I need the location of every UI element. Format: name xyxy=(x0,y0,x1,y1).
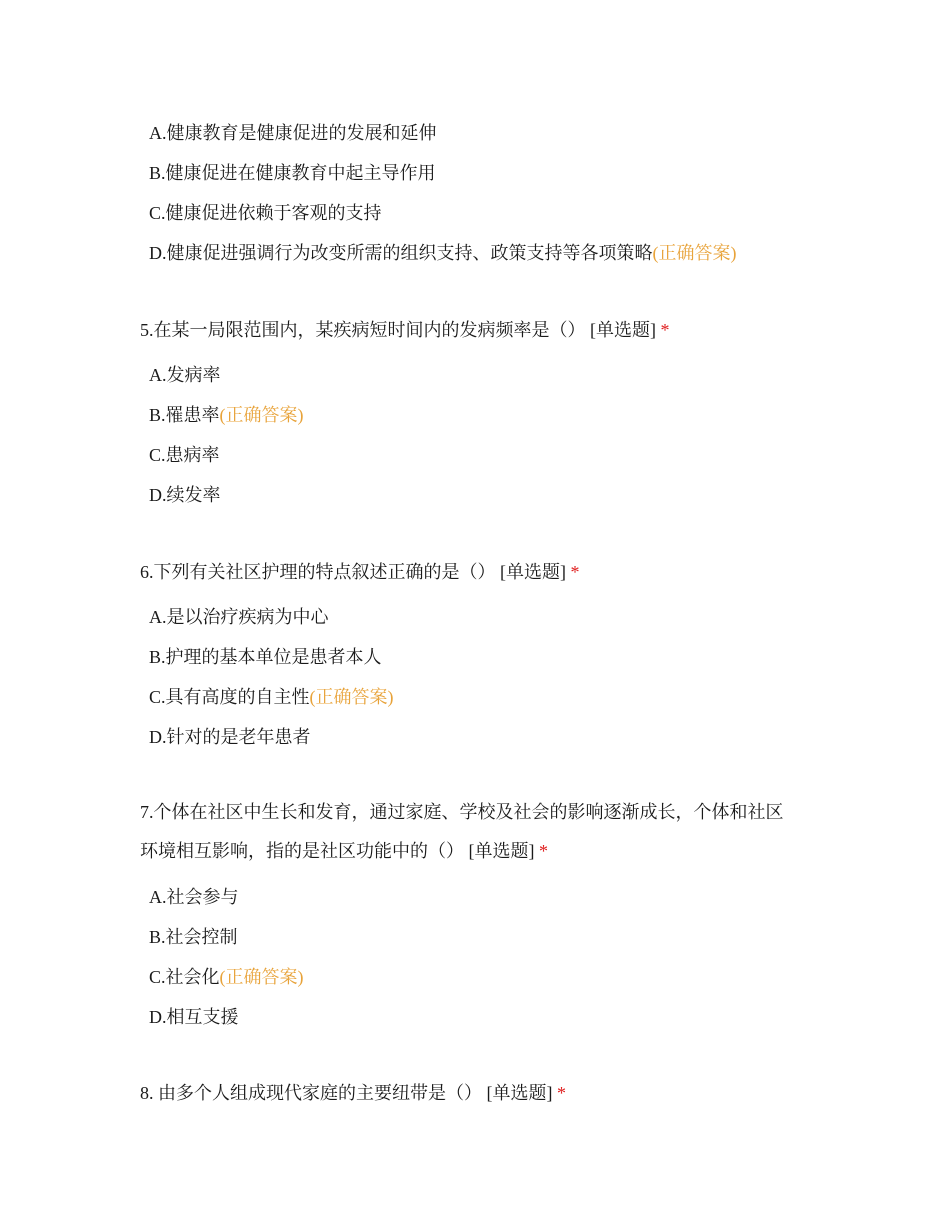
required-asterisk: * xyxy=(570,562,580,582)
required-asterisk: * xyxy=(539,841,548,861)
q4-option-c xyxy=(149,201,382,225)
required-asterisk: * xyxy=(557,1083,566,1103)
question-7-title-line-2 xyxy=(140,839,548,863)
option-text: A.发病率 xyxy=(149,365,221,385)
option-text: A.健康教育是健康促进的发展和延伸 xyxy=(149,123,437,143)
question-text: 7.个体在社区中生长和发育，通过家庭、学校及社会的影响逐渐成长，个体和社区 xyxy=(140,802,784,822)
q5-option-a xyxy=(149,363,221,387)
option-text: B.社会控制 xyxy=(149,927,238,947)
correct-answer-mark: (正确答案) xyxy=(309,687,394,707)
question-6-title xyxy=(140,560,580,584)
option-text: D.相互支援 xyxy=(149,1007,239,1027)
question-5-title xyxy=(140,318,670,342)
option-text: D.针对的是老年患者 xyxy=(149,727,311,747)
q4-option-a xyxy=(149,121,437,145)
correct-answer-mark: (正确答案) xyxy=(219,967,304,987)
q7-option-c xyxy=(149,965,304,989)
option-text: A.是以治疗疾病为中心 xyxy=(149,607,329,627)
q4-option-d xyxy=(149,241,737,265)
q5-option-d xyxy=(149,483,221,507)
correct-answer-mark: (正确答案) xyxy=(652,243,737,263)
q6-option-a xyxy=(149,605,329,629)
option-text: B.护理的基本单位是患者本人 xyxy=(149,647,382,667)
question-text: 8. 由多个人组成现代家庭的主要纽带是（） [单选题] xyxy=(140,1083,553,1103)
question-7-title-line-1 xyxy=(140,800,784,824)
option-text: C.具有高度的自主性 xyxy=(149,687,310,707)
option-text: C.健康促进依赖于客观的支持 xyxy=(149,203,382,223)
q7-option-a xyxy=(149,885,239,909)
question-text: 5.在某一局限范围内，某疾病短时间内的发病频率是（） [单选题] xyxy=(140,320,656,340)
question-text: 6.下列有关社区护理的特点叙述正确的是（） [单选题] xyxy=(140,562,566,582)
q4-option-b xyxy=(149,161,436,185)
q5-option-b xyxy=(149,403,304,427)
q7-option-b xyxy=(149,925,238,949)
question-text: 环境相互影响，指的是社区功能中的（） [单选题] xyxy=(140,841,535,861)
option-text: D.续发率 xyxy=(149,485,221,505)
correct-answer-mark: (正确答案) xyxy=(219,405,304,425)
option-text: A.社会参与 xyxy=(149,887,239,907)
option-text: B.罹患率 xyxy=(149,405,220,425)
q5-option-c xyxy=(149,443,220,467)
q6-option-d xyxy=(149,725,311,749)
required-asterisk: * xyxy=(660,320,670,340)
q7-option-d xyxy=(149,1005,239,1029)
option-text: C.社会化 xyxy=(149,967,220,987)
q6-option-b xyxy=(149,645,382,669)
option-text: D.健康促进强调行为改变所需的组织支持、政策支持等各项策略 xyxy=(149,243,653,263)
q6-option-c xyxy=(149,685,394,709)
option-text: C.患病率 xyxy=(149,445,220,465)
option-text: B.健康促进在健康教育中起主导作用 xyxy=(149,163,436,183)
question-8-title xyxy=(140,1081,566,1105)
